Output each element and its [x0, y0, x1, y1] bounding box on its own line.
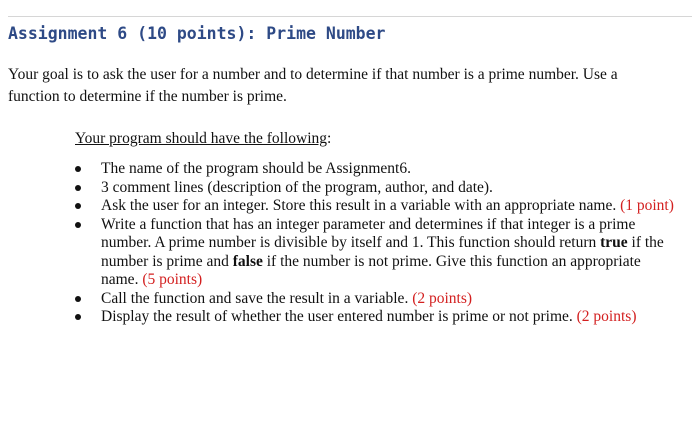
points-label: (2 points)	[576, 308, 637, 325]
requirements-heading-text: Your program should have the following	[75, 130, 327, 147]
bullet-icon	[75, 296, 81, 302]
requirements-heading-colon: :	[327, 130, 332, 147]
requirement-text: Display the result of whether the user entered number is prime or not prime.	[101, 308, 573, 325]
list-item	[75, 179, 675, 198]
keyword-true: true	[600, 234, 628, 251]
requirement-text: if the number is prime and	[101, 234, 664, 270]
points-label: (5 points)	[142, 271, 203, 288]
requirement-text: Ask the user for an integer. Store this result in a variable with an appropriate name.	[101, 197, 617, 214]
top-divider	[8, 16, 692, 17]
requirement-text: 3 comment lines (description of the program, author, and date).	[101, 178, 493, 196]
requirement-text: Call the function and save the result in a variable.	[101, 289, 409, 307]
bullet-icon	[75, 185, 81, 191]
assignment-intro: Your goal is to ask the user for a number and to determine if that number is a prime number. Use a function to determine if the number is prime.	[8, 66, 618, 105]
requirements-list	[75, 160, 675, 327]
bullet-icon	[75, 314, 81, 320]
points-label: (1 point)	[620, 197, 674, 214]
assignment-title: Assignment 6 (10 points): Prime Number	[8, 24, 386, 43]
list-item	[75, 308, 675, 327]
requirement-text: Write a function that has an integer parameter and determines if that integer is a prime number. A prime number is divisible by itself and 1. This function should return	[101, 215, 636, 251]
list-item	[75, 160, 675, 179]
list-item	[75, 216, 675, 290]
list-item	[75, 290, 675, 309]
requirement-text: The name of the program should be Assignment6.	[101, 160, 411, 177]
bullet-icon	[75, 166, 81, 172]
bullet-icon	[75, 222, 81, 228]
requirement-text: if the number is not prime. Give this function an appropriate name.	[101, 252, 641, 288]
requirements-heading	[75, 130, 331, 148]
keyword-false: false	[232, 252, 263, 270]
bullet-icon	[75, 203, 81, 209]
list-item	[75, 197, 675, 216]
points-label: (2 points)	[412, 289, 473, 307]
